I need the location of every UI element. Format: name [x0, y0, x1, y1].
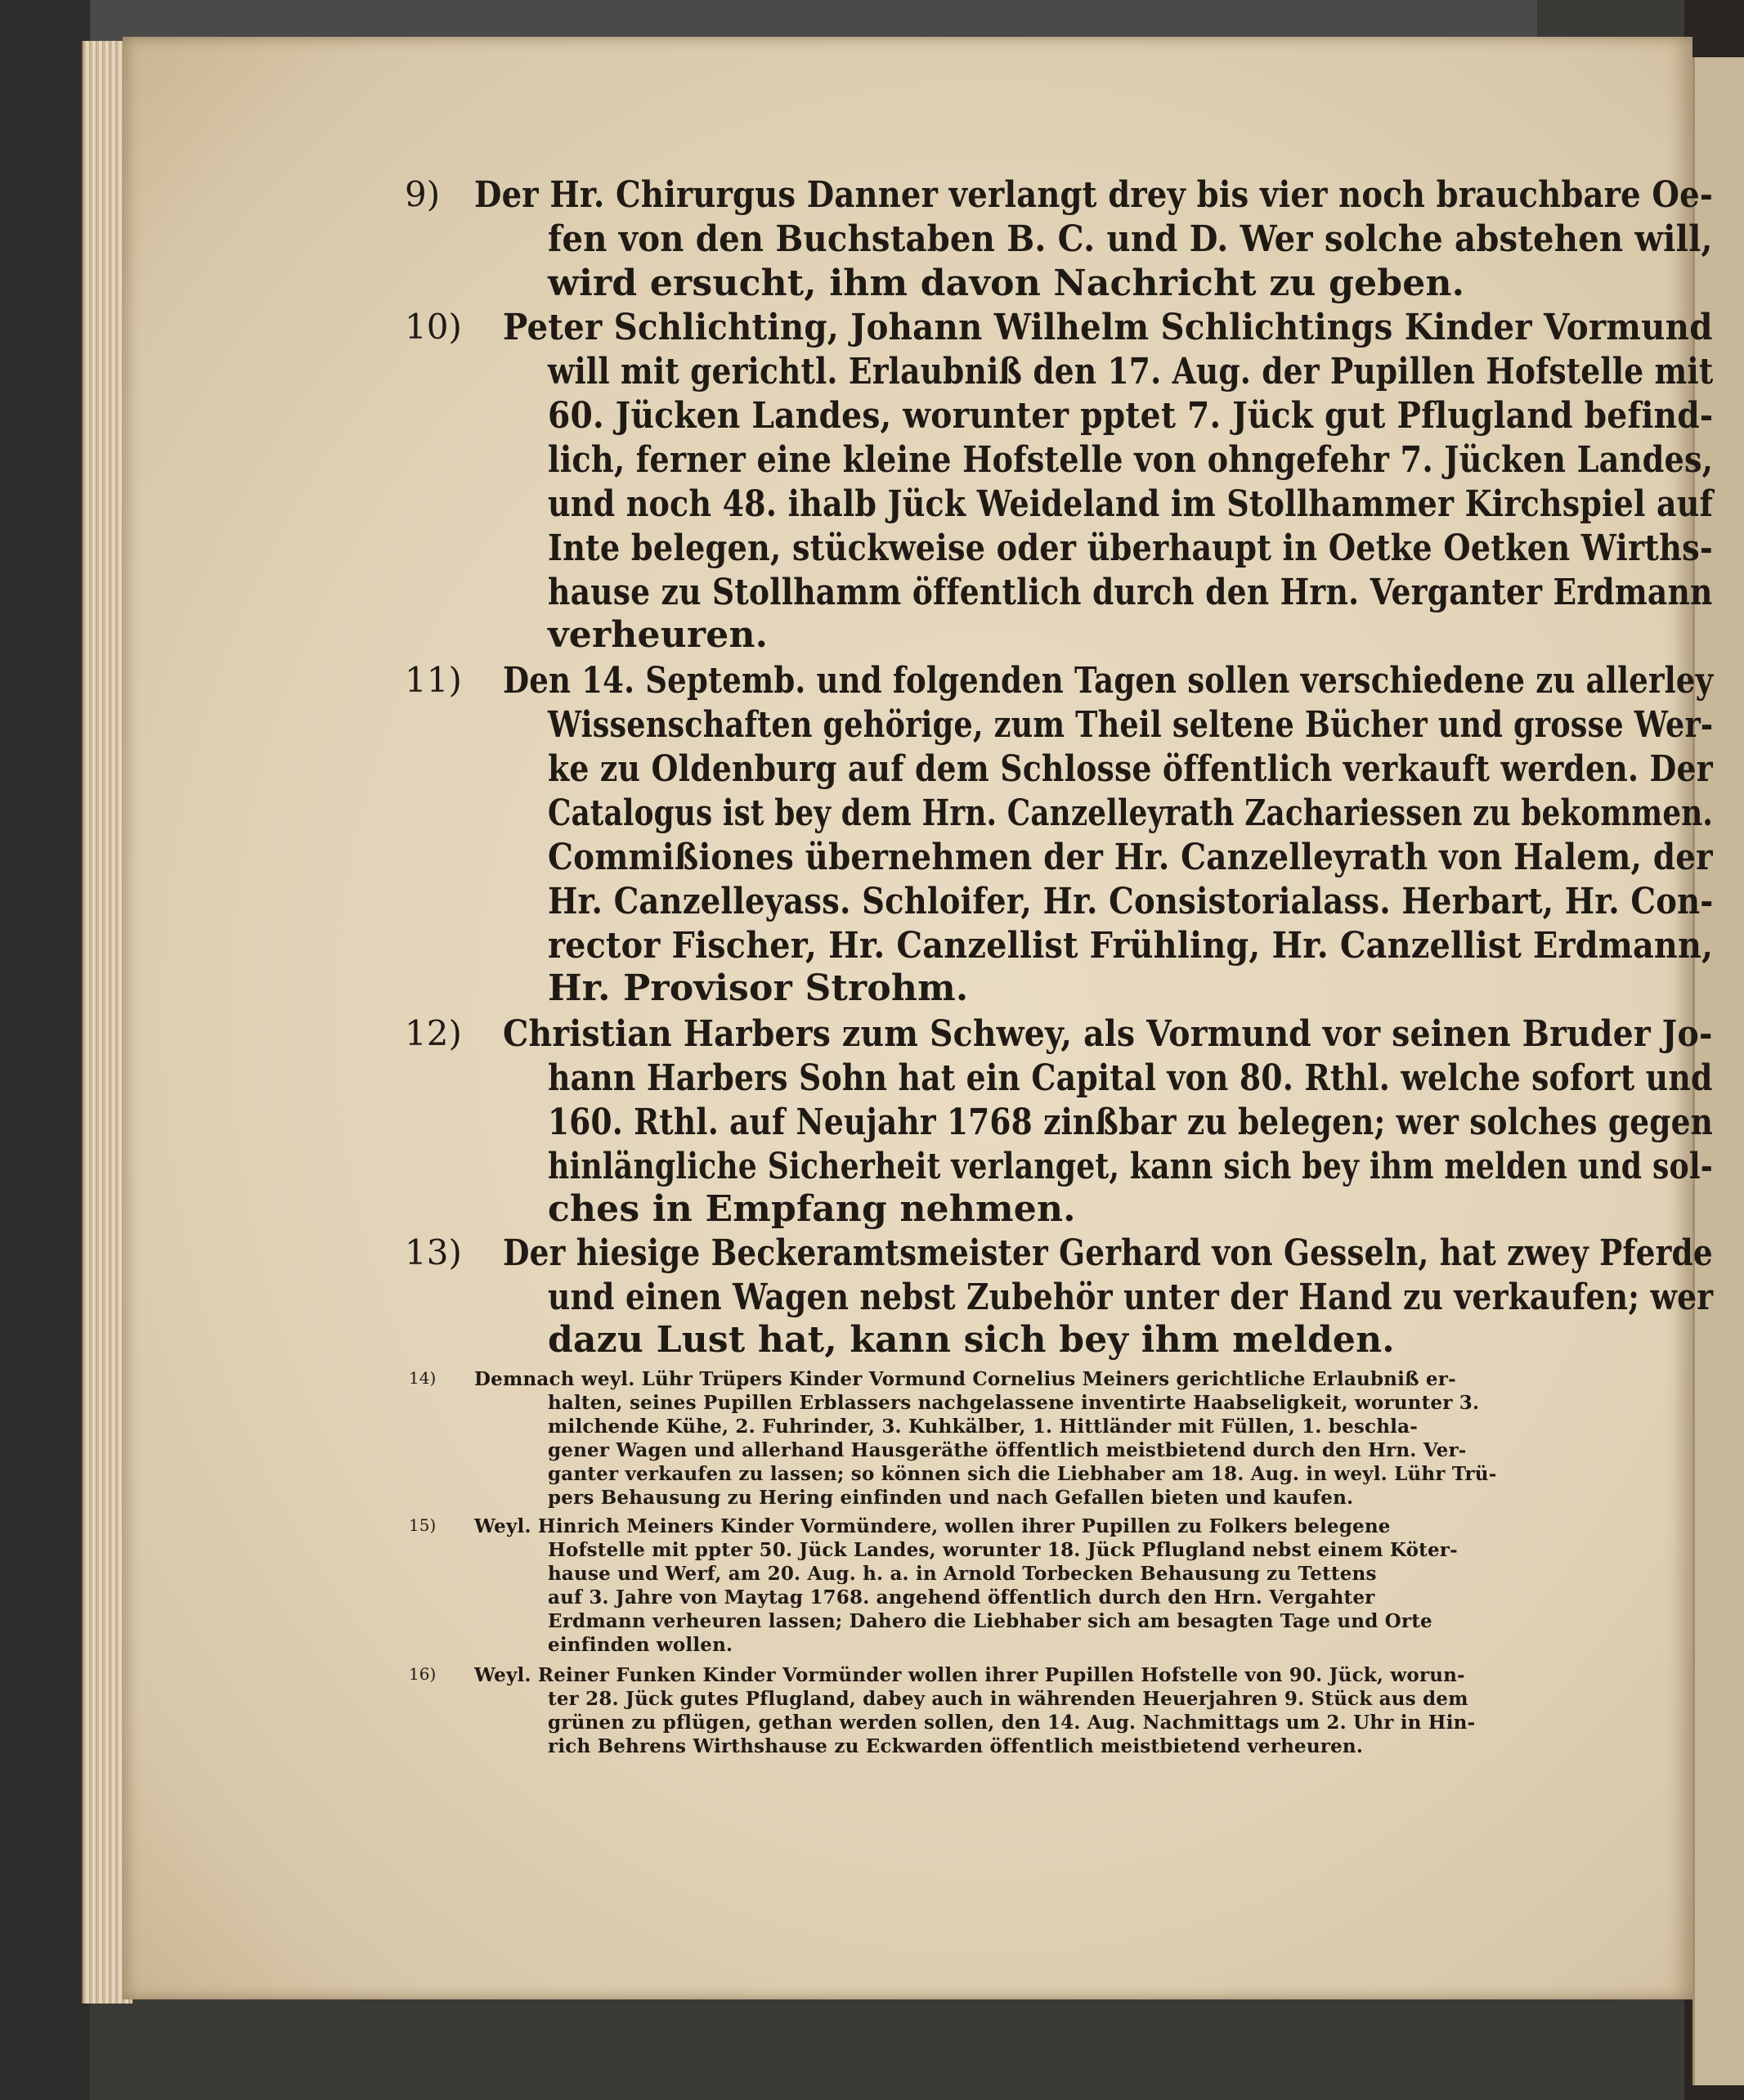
item-line: hann Harbers Sohn hat ein Capital von 80. Rthl. welche sofort und: [548, 1057, 1713, 1099]
item-line: Erdmann verheuren lassen; Dahero die Liebhaber sich am besagten Tage und Orte: [548, 1610, 1432, 1632]
item-line: Weyl. Hinrich Meiners Kinder Vormündere, wollen ihrer Pupillen zu Folkers belegene: [474, 1515, 1391, 1537]
item-line: ke zu Oldenburg auf dem Schlosse öffentlich verkauft werden. Der: [548, 748, 1713, 790]
item-line: Hofstelle mit ppter 50. Jück Landes, worunter 18. Jück Pflugland nebst einem Köter-: [548, 1539, 1458, 1561]
item-line: halten, seines Pupillen Erblassers nachgelassene inventirte Haabseligkeit, worunter 3.: [548, 1392, 1480, 1414]
item-line: Den 14. Septemb. und folgenden Tagen sollen verschiedene zu allerley: [503, 660, 1714, 702]
item-number: 16): [409, 1664, 437, 1684]
item-line: wird ersucht, ihm davon Nachricht zu geben.: [548, 262, 1465, 304]
item-line: ter 28. Jück gutes Pflugland, dabey auch in währenden Heuerjahren 9. Stück aus dem: [548, 1688, 1468, 1710]
item-line: Christian Harbers zum Schwey, als Vormund vor seinen Bruder Jo-: [503, 1013, 1713, 1055]
item-line: Inte belegen, stückweise oder überhaupt in Oetke Oetken Wirths-: [548, 527, 1713, 569]
book-page: [123, 37, 1714, 1999]
item-line: ganter verkaufen zu lassen; so können sich die Liebhaber am 18. Aug. in weyl. Lühr Trü-: [548, 1463, 1497, 1485]
item-line: und noch 48. ihalb Jück Weideland im Stollhammer Kirchspiel auf: [548, 483, 1714, 525]
item-line: gener Wagen und allerhand Hausgeräthe öffentlich meistbietend durch den Hrn. Ver-: [548, 1439, 1467, 1461]
item-line: Der Hr. Chirurgus Danner verlangt drey bis vier noch brauchbare Oe-: [474, 174, 1713, 216]
item-number: 11): [405, 660, 462, 700]
item-line: Weyl. Reiner Funken Kinder Vormünder wollen ihrer Pupillen Hofstelle von 90. Jück, worun-: [474, 1664, 1465, 1686]
item-line: rector Fischer, Hr. Canzellist Frühling, Hr. Canzellist Erdmann,: [548, 925, 1714, 967]
item-line: 160. Rthl. auf Neujahr 1768 zinßbar zu belegen; wer solches gegen: [548, 1102, 1714, 1143]
page-text: [123, 37, 1714, 1999]
item-number: 10): [405, 307, 462, 347]
item-line: Commißiones übernehmen der Hr. Canzelleyrath von Halem, der: [548, 837, 1713, 878]
item-line: verheuren.: [548, 614, 769, 656]
item-number: 15): [409, 1515, 437, 1535]
item-line: grünen zu pflügen, gethan werden sollen, den 14. Aug. Nachmittags um 2. Uhr in Hin-: [548, 1712, 1476, 1734]
item-line: pers Behausung zu Hering einfinden und nach Gefallen bieten und kaufen.: [548, 1487, 1354, 1509]
item-line: Peter Schlichting, Johann Wilhelm Schlichtings Kinder Vormund: [503, 307, 1713, 348]
item-number: 12): [405, 1013, 462, 1053]
background-left: [0, 0, 90, 2100]
item-line: hinlängliche Sicherheit verlanget, kann sich bey ihm melden und sol-: [548, 1146, 1713, 1187]
item-line: Demnach weyl. Lühr Trüpers Kinder Vormund Cornelius Meiners gerichtliche Erlaubniß er-: [474, 1368, 1456, 1390]
item-line: dazu Lust hat, kann sich bey ihm melden.: [548, 1319, 1395, 1361]
item-line: und einen Wagen nebst Zubehör unter der Hand zu verkaufen; wer: [548, 1277, 1714, 1318]
item-line: Hr. Provisor Strohm.: [548, 967, 969, 1009]
item-line: will mit gerichtl. Erlaubniß den 17. Aug. der Pupillen Hofstelle mit: [548, 351, 1714, 393]
item-number: 13): [405, 1232, 462, 1272]
item-line: ches in Empfang nehmen.: [548, 1188, 1076, 1230]
item-line: Wissenschaften gehörige, zum Theil seltene Bücher und grosse Wer-: [548, 704, 1714, 746]
item-line: Catalogus ist bey dem Hrn. Canzelleyrath Zachariessen zu bekommen.: [548, 792, 1713, 834]
item-line: Hr. Canzelleyass. Schloifer, Hr. Consistorialass. Herbart, Hr. Con-: [548, 881, 1714, 922]
item-line: lich, ferner eine kleine Hofstelle von ohngefehr 7. Jücken Landes,: [548, 439, 1714, 481]
item-line: milchende Kühe, 2. Fuhrinder, 3. Kuhkälber, 1. Hittländer mit Füllen, 1. beschla-: [548, 1416, 1418, 1438]
item-line: 60. Jücken Landes, worunter pptet 7. Jück gut Pflugland befind-: [548, 395, 1714, 437]
item-number: 14): [409, 1368, 437, 1388]
item-number: 9): [405, 174, 441, 214]
item-line: Der hiesige Beckeramtsmeister Gerhard von Gesseln, hat zwey Pferde: [503, 1232, 1713, 1274]
item-line: hause und Werf, am 20. Aug. h. a. in Arnold Torbecken Behausung zu Tettens: [548, 1563, 1377, 1585]
item-line: einfinden wollen.: [548, 1634, 733, 1656]
item-line: auf 3. Jahre von Maytag 1768. angehend öffentlich durch den Hrn. Vergahter: [548, 1586, 1375, 1609]
item-line: fen von den Buchstaben B. C. und D. Wer solche abstehen will,: [548, 218, 1713, 260]
item-line: hause zu Stollhamm öffentlich durch den Hrn. Verganter Erdmann: [548, 572, 1713, 613]
item-line: rich Behrens Wirthshause zu Eckwarden öffentlich meistbietend verheuren.: [548, 1735, 1364, 1757]
